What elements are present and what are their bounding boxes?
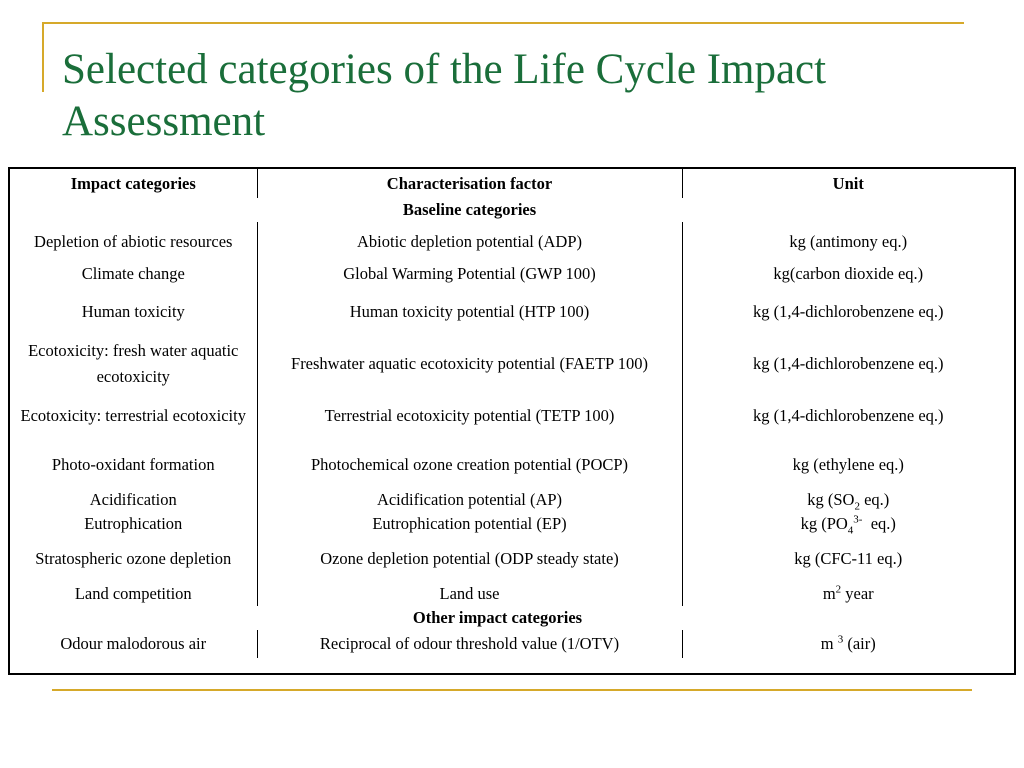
impact-categories-table — [10, 169, 1014, 658]
cell-factor: Eutrophication potential (EP) — [257, 512, 682, 536]
cell-unit: kg (1,4-dichlorobenzene eq.) — [682, 286, 1014, 338]
top-decorative-rule — [42, 22, 964, 24]
section-row-other — [10, 606, 1014, 630]
cell-factor: Terrestrial ecotoxicity potential (TETP 100) — [257, 390, 682, 442]
slide-title: Selected categories of the Life Cycle Impact Assessment — [62, 46, 827, 145]
section-row-baseline — [10, 198, 1014, 222]
cell-category: Odour malodorous air — [60, 634, 207, 653]
cell-category: Acidification — [89, 490, 177, 509]
table-row — [10, 338, 1014, 390]
section-label-other: Other impact categories — [412, 608, 583, 627]
header-characterisation-factor: Characterisation factor — [257, 169, 682, 198]
cell-factor: Land use — [257, 582, 682, 606]
table-row — [10, 262, 1014, 286]
left-decorative-rule — [42, 22, 44, 92]
header-impact-categories: Impact categories — [70, 173, 196, 193]
cell-unit: m $^3$ (air) — [682, 630, 1014, 658]
cell-unit: kg (1,4-dichlorobenzene eq.) — [682, 338, 1014, 390]
section-label-baseline: Baseline categories — [402, 200, 537, 219]
cell-factor: Ozone depletion potential (ODP steady state) — [257, 536, 682, 582]
cell-unit: kg ($PO_4^{3-}$ eq.) — [682, 512, 1014, 536]
table-row — [10, 286, 1014, 338]
table-row — [10, 222, 1014, 262]
cell-factor: Acidification potential (AP) — [257, 488, 682, 512]
cell-unit: kg(carbon dioxide eq.) — [682, 262, 1014, 286]
cell-category: Human toxicity — [81, 302, 185, 321]
cell-category: Climate change — [81, 264, 185, 283]
cell-unit: kg ($SO_2$ eq.) — [682, 488, 1014, 512]
impact-table-container — [8, 167, 1016, 675]
cell-factor: Freshwater aquatic ecotoxicity potential (FAETP 100) — [257, 338, 682, 390]
cell-factor: Global Warming Potential (GWP 100) — [257, 262, 682, 286]
cell-category: Photo-oxidant formation — [51, 455, 215, 474]
cell-unit: kg (1,4-dichlorobenzene eq.) — [682, 390, 1014, 442]
bottom-decorative-rule — [52, 689, 972, 691]
cell-unit: kg (ethylene eq.) — [682, 442, 1014, 488]
cell-factor: Photochemical ozone creation potential (POCP) — [257, 442, 682, 488]
cell-factor: Human toxicity potential (HTP 100) — [257, 286, 682, 338]
table-row — [10, 630, 1014, 658]
cell-category: Depletion of abiotic resources — [34, 232, 233, 251]
cell-category: Ecotoxicity: terrestrial ecotoxicity — [20, 406, 246, 425]
cell-category: Eutrophication — [84, 514, 183, 533]
table-row — [10, 536, 1014, 582]
cell-category: Stratospheric ozone depletion — [35, 549, 232, 568]
table-row — [10, 390, 1014, 442]
table-row — [10, 442, 1014, 488]
cell-unit: $m^2$ year — [682, 582, 1014, 606]
table-row — [10, 512, 1014, 536]
cell-unit: kg (antimony eq.) — [682, 222, 1014, 262]
cell-unit: kg (CFC-11 eq.) — [682, 536, 1014, 582]
table-row — [10, 488, 1014, 512]
header-unit: Unit — [682, 169, 1014, 198]
cell-category: Ecotoxicity: fresh water aquatic ecotoxicity — [28, 341, 239, 386]
cell-factor: Abiotic depletion potential (ADP) — [257, 222, 682, 262]
table-row — [10, 582, 1014, 606]
cell-factor: Reciprocal of odour threshold value (1/OTV) — [257, 630, 682, 658]
cell-category: Land competition — [74, 584, 192, 603]
table-header-row — [10, 169, 1014, 198]
